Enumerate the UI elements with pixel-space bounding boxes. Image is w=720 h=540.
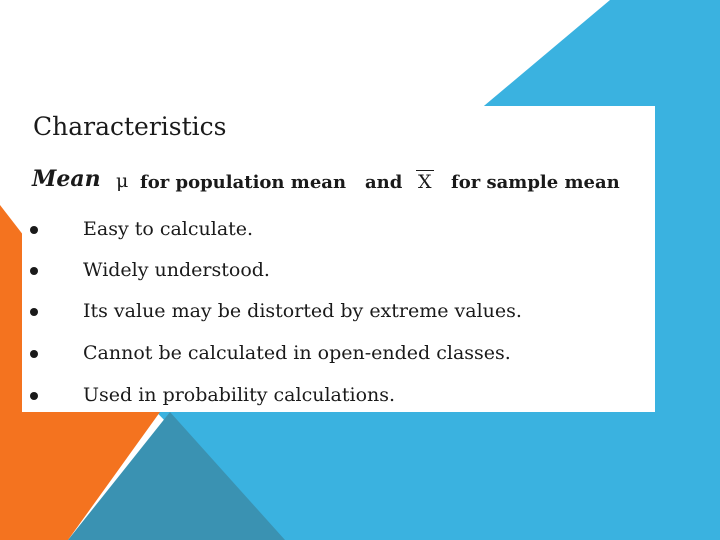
content-card	[22, 106, 655, 412]
and-text: and	[365, 172, 403, 193]
mean-label: Mean	[32, 166, 101, 192]
bullet-dot	[30, 392, 38, 400]
bullet-text: Cannot be calculated in open-ended classes.	[83, 342, 511, 364]
list-item	[22, 296, 642, 326]
bullet-dot	[30, 226, 38, 234]
list-item	[22, 380, 642, 410]
bullet-text: Widely understood.	[83, 259, 270, 281]
bullet-dot	[30, 267, 38, 275]
slide-heading: Characteristics	[33, 112, 227, 141]
bullet-text: Its value may be distorted by extreme values.	[83, 300, 522, 322]
bullet-text: Easy to calculate.	[83, 218, 254, 240]
bullet-dot	[30, 308, 38, 316]
bullet-list	[22, 106, 655, 412]
bullet-text: Used in probability calculations.	[83, 384, 396, 406]
list-item	[22, 255, 642, 285]
list-item	[22, 214, 642, 244]
bullet-dot	[30, 350, 38, 358]
population-mean-text: for population mean	[140, 172, 347, 193]
list-item	[22, 338, 642, 368]
mu-symbol: μ	[116, 170, 129, 192]
sample-mean-text: for sample mean	[451, 172, 620, 193]
x-bar-symbol: X	[418, 171, 432, 193]
